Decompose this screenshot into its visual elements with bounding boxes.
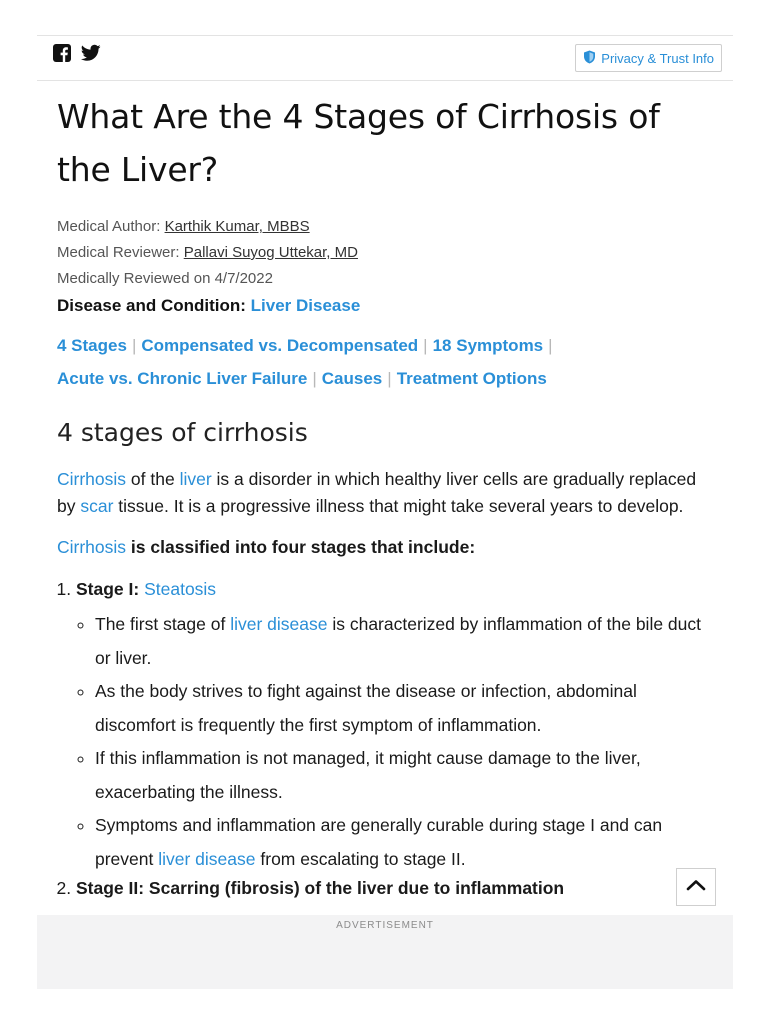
intro-text-2: is a disorder in which healthy liver cells are gradually replaced by (57, 469, 697, 516)
stage-1-label: Stage I: (76, 579, 145, 599)
jump-links: 4 Stages | Compensated vs. Decompensated | 18 Symptoms | Acute vs. Chronic Liver Failure | Causes | Treatment Options (57, 336, 553, 388)
liver-disease-link-2[interactable]: liver disease (158, 848, 256, 869)
top-divider (37, 35, 733, 36)
shield-icon (583, 50, 596, 67)
header-divider (37, 80, 733, 81)
social-share (53, 44, 99, 62)
list-item (95, 809, 717, 876)
liver-link[interactable]: liver (179, 469, 212, 489)
jump-link-4-stages[interactable]: 4 Stages (57, 336, 127, 355)
chevron-up-icon (686, 878, 706, 896)
intro-text-1: of the (126, 469, 180, 489)
jump-link-liver-failure[interactable]: Acute vs. Chronic Liver Failure (57, 369, 308, 388)
advertisement-label: ADVERTISEMENT (336, 920, 434, 931)
steatosis-link[interactable]: Steatosis (144, 579, 217, 599)
bullet-text: is characterized by inflammation of the bile duct or liver. (95, 614, 701, 668)
section-heading: 4 stages of cirrhosis (57, 418, 308, 447)
bullet-text: The first stage of (95, 614, 231, 634)
jump-link-causes[interactable]: Causes (321, 369, 383, 388)
list-item: ◦ If this inflammation is not managed, it might cause damage to the liver, exacerbating the illness. (95, 742, 717, 809)
condition-label: Disease and Condition: (57, 296, 251, 315)
back-to-top-button[interactable] (676, 868, 716, 906)
condition-link[interactable]: Liver Disease (250, 296, 361, 315)
intro-text-3: tissue. It is a progressive illness that might take several years to develop. (113, 496, 684, 516)
stage-1-bullets (76, 608, 717, 876)
author-prefix: Medical Author: (57, 218, 165, 235)
advertisement-slot (37, 915, 733, 989)
intro-paragraph (57, 466, 717, 520)
stage-1-item (76, 579, 717, 876)
disease-condition (57, 296, 717, 316)
facebook-icon[interactable] (53, 44, 71, 62)
cirrhosis-link-2[interactable]: Cirrhosis (57, 537, 127, 557)
stage-2-label: Stage II: Scarring (fibrosis) of the liver due to inflammation (76, 878, 565, 898)
lead-paragraph (57, 534, 717, 561)
article-body (57, 90, 717, 899)
stage-2-item (76, 878, 717, 899)
cirrhosis-link[interactable]: Cirrhosis (57, 469, 127, 489)
author-line (57, 214, 717, 240)
jump-link-compensated[interactable]: Compensated vs. Decompensated (141, 336, 419, 355)
bullet-text: from escalating to stage II. (255, 848, 466, 869)
bullet-text: Symptoms and inflammation are generally curable during stage I and can prevent (95, 815, 663, 869)
liver-disease-link[interactable]: liver disease (230, 614, 328, 634)
reviewed-date: Medically Reviewed on 4/7/2022 (57, 270, 273, 287)
lead-text: is classified into four stages that include: (126, 537, 476, 557)
jump-link-treatment[interactable]: Treatment Options (396, 369, 547, 388)
article-meta (57, 214, 717, 292)
reviewer-line (57, 240, 717, 266)
privacy-trust-label: Privacy & Trust Info (601, 50, 714, 66)
page-title: What Are the 4 Stages of Cirrhosis of the Liver? (57, 97, 660, 189)
stages-list (57, 579, 717, 899)
list-item (95, 608, 717, 675)
list-item: ◦ As the body strives to fight against the disease or infection, abdominal discomfort is frequently the first symptom of inflammation. (95, 675, 717, 742)
author-link[interactable]: Karthik Kumar, MBBS (164, 218, 310, 235)
jump-link-symptoms[interactable]: 18 Symptoms (432, 336, 544, 355)
reviewer-prefix: Medical Reviewer: (57, 244, 184, 261)
privacy-trust-button[interactable] (575, 44, 722, 72)
scar-link[interactable]: scar (80, 496, 114, 516)
twitter-icon[interactable] (81, 44, 99, 62)
reviewer-link[interactable]: Pallavi Suyog Uttekar, MD (183, 244, 358, 261)
